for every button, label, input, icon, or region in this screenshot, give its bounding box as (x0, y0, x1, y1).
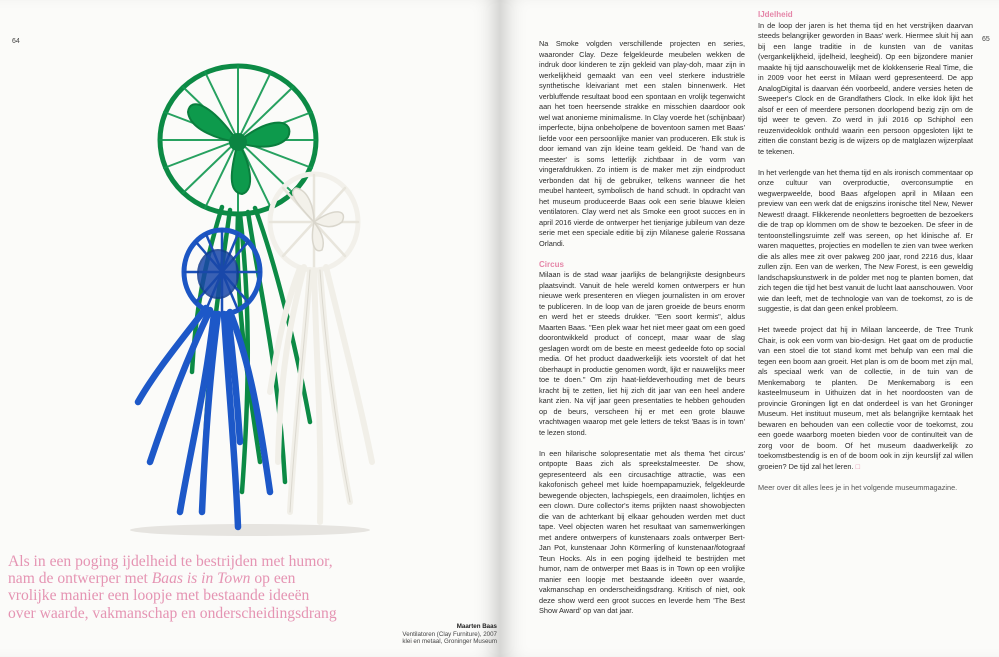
page-number-left: 64 (12, 38, 20, 45)
heading-circus: Circus (539, 259, 564, 269)
paragraph-tijd: In de loop der jaren is het thema tijd en het verstrijken daarvan steeds belangrijker geworden in Baas' werk. Hiermee sluit hij aan bij een lange traditie in de kunsten van de vanitas (vergankelijkheid, ijdelheid, leegheid). Op een bijzondere manier maakte hij tijd aanschouwelijk met de klokkenserie Real Time, die in 2009 voor het eerst in Milaan werd gepresenteerd. De app AnalogDigital is daarvan één voorbeeld, andere versies heten de Sweeper's Clock en de Grandfathers Clock. In elke klok lijkt het alsof er een of meerdere personen doorlopend bezig zijn om de tijd weer te geven. Zo werd in juli 2016 op Schiphol een reuzenvideoklok onthuld waarin een persoon opgesloten lijkt te zitten die constant bezig is de wijzers op de matglazen wijzerplaat te tekenen. (758, 20, 973, 156)
paragraph-solopresentatie: In een hilarische solopresentatie met als thema 'het circus' ontpopte Baas zich als spreekstalmeester. De show, gepresenteerd als een circusachtige attractie, was een kakofonisch geheel met luide hoempapamuziek, felgekleurde bewegende objecten, lachspiegels, een draaimolen, lichtjes en een clown. Dure collector's items prijkten naast showobjecten die van de achterkant bij elkaar gehouden werden met duct tape. Veel objecten waren het resultaat van samenwerkingen met andere ontwerpers of kunstenaars zoals ontwerper Bert-Jan Pot, kunstenaar John Körmerling of kunstenaar/fotograaf Teun Hocks. Als in een poging ijdelheid te bestrijden met humor, nam de ontwerper met Baas is in Town op een vrolijke manier een loopje met bestaande ideeën over waarde, vakmanschap en onderscheidingsdrang. Kritisch of niet, ook deze show werd een groot succes en leverde hem 'The Best Show Award' op van dat jaar. (539, 448, 745, 615)
paragraph-milaan: Milaan is de stad waar jaarlijks de belangrijkste designbeurs plaatsvindt. Vanuit de hele wereld komen ontwerpers er hun nieuwe werk presenteren en vliegen journalisten in om erover te publiceren. In de loop van de jaren groeide de beurs enorm en werd het er steeds drukker. "Een soort kermis", aldus Maarten Baas. "Een plek waar het niet meer gaat om een goed doorontwikkeld product of concept, maar waar de slag geslagen wordt om de beste en meest gedeelde foto op social media. Of het product daadwerkelijk iets voorstelt of dat het überhaupt in productie genomen wordt, lijkt er nauwelijks meer toe te doen." Om zijn haat-liefdeverhouding met de beurs kracht bij te zetten, liet hij zich dit jaar van een heel andere kant zien. Na vijf jaar geen presentaties te hebben gehouden op de beurs, verscheen hij er met een grote blauwe vrachtwagen waarop met gele letters de tekst 'Baas is in town' te lezen stond. (539, 270, 745, 437)
end-mark-icon: □ (855, 461, 861, 471)
heading-ijdelheid: IJdelheid (758, 10, 793, 19)
pull-quote-text-1: Als in een poging ijdelheid te bestrijden met humor, nam de ontwerper met (8, 553, 333, 588)
caption-line-2: klei en metaal, Groninger Museum (402, 638, 497, 646)
right-page (500, 0, 999, 657)
caption-line-1: Ventilatoren (Clay Furniture), 2007 (402, 630, 497, 638)
paragraph-tree-trunk-chair (758, 325, 973, 472)
text-column-middle (539, 39, 745, 617)
blue-fan (138, 230, 270, 527)
pull-quote-text-2: op een vrolijke manier een loopje met bestaande ideeën over waarde, vakmanschap en onderscheidingsdrang (8, 570, 337, 622)
more-info-note: Meer over dit alles lees je in het volgende museummagazine. (758, 482, 958, 492)
artwork-clay-fans-photo (110, 42, 390, 542)
paragraph-clay: Na Smoke volgden verschillende projecten en series, waaronder Clay. Deze felgekleurde meubelen wekken de indruk door kinderen te zijn gekleid van play-doh, maar zijn in werkelijkheid gemaakt van een veel sterkere industriële synthetische kleivariant met een stalen binnenwerk. Het verbluffende resultaat bood een spontaan en vrolijk tegenwicht aan het toen heersende strakke en misschien daardoor ook wel wat anonieme minimalisme. In Clay voerde het (schijnbaar) imperfecte, bijna onbeholpene de boventoon samen met Baas' liefde voor een persoonlijke manier van produceren. Elk stuk is door iemand van zijn kleine team gekleid. De 'hand van de meester' is soms letterlijk zichtbaar in de vorm van vingerafdrukken. Zo intiem is de maker met zijn eindproduct verbonden dat hij de gebruiker, telkens wanneer die het meubel hanteert, symbolisch de hand schudt. In opdracht van het museum produceerde Baas ook een serie blauwe kleien ventilatoren. Clay werd net als Smoke een groot succes en in april 2016 vierde de ontwerper het tienjarige jubileum van deze serie met een speciale editie bij zijn Milanese galerie Rossana Orlandi. (539, 39, 745, 248)
page-number-right: 65 (982, 36, 990, 43)
text-column-right (758, 10, 973, 493)
pull-quote-emphasis: Baas is in Town (151, 570, 251, 588)
paragraph-overproductie: In het verlengde van het thema tijd en als ironisch commentaar op onze cultuur van overproductie, overconsumptie en wegwerpweelde, bood Baas afgelopen april in Milaan een preview van een werk dat de enigszins ironische titel New, Newer Newest! draagt. Flikkerende neonletters begroetten de bezoekers die de trap op klommen om de show te bezoeken. De sfeer in de tentoonstellingsruimte zelf was sereen, op het klinische af. Er waren maquettes, projecties en modellen te zien van twee werken die als alles mee zit over pakweg 200 jaar, rond 2216 dus, klaar zullen zijn. Een van de werken, The New Forest, is een geweldig landschapskunstwerk in de polder met nog te planten bomen, dat zich tegen die tijd het best vanuit de lucht laat aanschouwen. Voor wie dan leeft, met de technologie van van de toekomst, zo is de suggestie, is dat dan geen enkel probleem. (758, 167, 973, 313)
caption-name: Maarten Baas (456, 623, 497, 630)
paragraph-tree-trunk-text: Het tweede project dat hij in Milaan lanceerde, de Tree Trunk Chair, is ook een vorm van bio-design. Het gaat om de productie van een stoel die tot stand komt met behulp van een mal die tegen een boom aan groeit. Het plan is om de boom met zijn mal, als speciaal werk van de collectie, in de tuin van de Menkemaborg te planten. De Menkemaborg is een kasteelmuseum in Uithuizen dat in het noordoosten van de provincie Groningen ligt en dat onderdeel is van het Groninger Museum. Het instituut museum, met als belangrijke kerntaak het bewaren en behouden van een collectie voor de toekomst, zou een goede waarborg moeten bieden voor de continuïteit van de zorg voor de boom. Of het museum daadwerkelijk zo toekomstbestendig is en of de boom ook in zijn keurslijf zal willen groeien? De tijd zal het leren. (758, 325, 973, 471)
photo-caption (395, 623, 497, 646)
pull-quote (8, 553, 338, 622)
